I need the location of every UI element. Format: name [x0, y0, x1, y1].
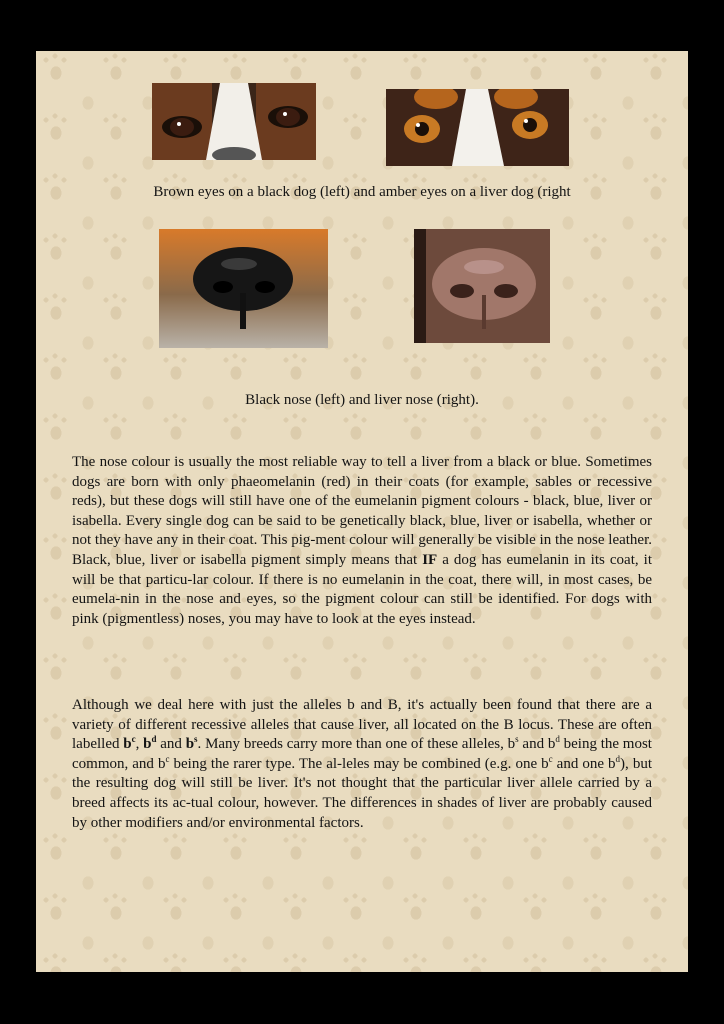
- para1-text-b: a dog has eumelanin in its coat, it will be that particu-lar colour. If there is no eumelanin in the coat, there will, in most cases, be eumela-nin in the nose and eyes, so the pigment colour can still be identified. For dogs with pink (pigmentless) noses, you may have to look at the eyes instead.: [72, 551, 652, 627]
- para1-text-a: The nose colour is usually the most reliable way to tell a liver from a black or blue. Sometimes dogs are born with only phaeomelanin (red) in their coats (for example, sables or recessive reds), but these dogs will still have one of the eumelanin pigment colours - black, blue, liver or isabella. Every single dog can be said to be genetically black, blue, liver or isabella, whether or not they have any in their coat. This pig-ment colour will generally be visible in the nose leather. Black, blue, liver or isabella pigment simply means that: [72, 454, 652, 568]
- alleles-paragraph: Although we deal here with just the alleles b and B, it's actually been found that there are a variety of different recessive alleles that cause liver, all located on the B locus. These are often labelled $b^c$, $b^d$ and $b^s$. Many breeds carry more than one of these alleles, $b^s$ and $b^d$ being the most common, and $b^c$ being the rarer type. The al-leles may be combined (e.g. one $b^c$ and one $b^d$), but the resulting dog will still be liver. It's not thought that the particular liver allele carried by a breed affects its ac-tual colour, however. The differences in shades of liver are probably caused by other modifiers and/or environmental factors.: [72, 697, 652, 831]
- nose-colour-paragraph: [72, 453, 652, 629]
- if-emphasis: IF: [422, 551, 438, 568]
- document-page: [36, 51, 688, 972]
- brown-eyes-photo: [152, 83, 316, 160]
- liver-nose-photo: [414, 229, 550, 343]
- para2-text-1: Although we deal here with just the alleles b and B, it's actually been found that there are a variety of different recessive alleles that cause liver, all located on the B locus. These are often labelled: [72, 697, 652, 753]
- allele-bc: $b^c$: [123, 734, 136, 753]
- amber-eyes-photo: [386, 89, 569, 166]
- allele-bd-plain: $b^d$: [547, 734, 560, 753]
- allele-bc-example: $b^c$: [541, 753, 553, 772]
- black-nose-photo: [159, 229, 328, 348]
- allele-bd: $b^d$: [143, 734, 157, 753]
- eyes-caption: Brown eyes on a black dog (left) and amber eyes on a liver dog (right: [153, 184, 571, 200]
- para2-text-4: being the rarer type. The al-leles may be combined (e.g. one: [169, 755, 542, 772]
- para2-text-6: ), but the resulting dog will still be liver. It's not thought that the particular liver allele carried by a breed affects its ac-tual colour, however. The differences in shades of liver are probably caused by other modifiers and/or environmental factors.: [72, 755, 652, 831]
- allele-bc-plain: $b^c$: [157, 753, 170, 772]
- allele-bd-example: $b^d$: [608, 753, 621, 772]
- allele-bs-plain: $b^s$: [507, 734, 519, 753]
- para2-text-3: being the most common, and: [72, 736, 652, 772]
- noses-caption: Black nose (left) and liver nose (right).: [245, 392, 479, 408]
- allele-bs: $b^s$: [185, 734, 198, 753]
- para2-text-5: and one: [552, 755, 609, 772]
- para2-text-2: . Many breeds carry more than one of these alleles,: [197, 736, 508, 753]
